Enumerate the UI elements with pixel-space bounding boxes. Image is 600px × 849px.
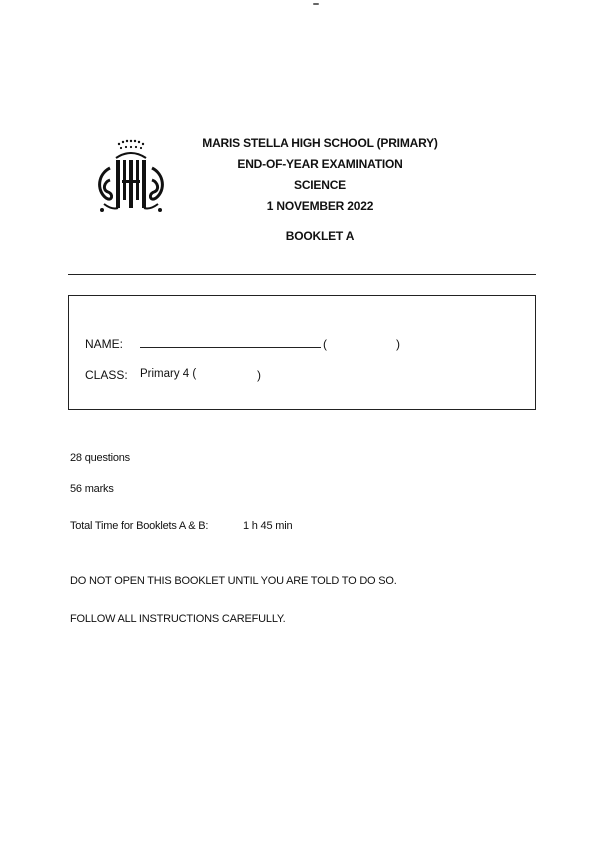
school-crest-icon [92,138,170,218]
scan-mark [313,3,319,5]
name-close-paren: ) [396,337,400,351]
booklet-title: BOOKLET A [285,229,355,243]
total-marks: 56 marks [70,483,114,495]
instruction-line-1: DO NOT OPEN THIS BOOKLET UNTIL YOU ARE TOLD TO DO SO. [70,575,397,587]
class-close-paren: ) [257,368,261,382]
instruction-line-2: FOLLOW ALL INSTRUCTIONS CAREFULLY. [70,613,286,625]
exam-date: 1 NOVEMBER 2022 [266,199,374,213]
exam-title: END-OF-YEAR EXAMINATION [237,157,403,171]
class-label: CLASS: [85,368,128,382]
time-value: 1 h 45 min [243,520,293,532]
name-open-paren: ( [323,337,327,351]
name-field[interactable] [140,347,321,348]
class-value: Primary 4 ( [140,368,197,380]
student-details-box [68,295,536,410]
subject-title: SCIENCE [294,178,346,192]
horizontal-rule [68,274,536,275]
time-label: Total Time for Booklets A & B: [70,520,209,532]
school-name: MARIS STELLA HIGH SCHOOL (PRIMARY) [202,136,438,150]
name-label: NAME: [85,337,124,351]
question-count: 28 questions [70,452,130,464]
